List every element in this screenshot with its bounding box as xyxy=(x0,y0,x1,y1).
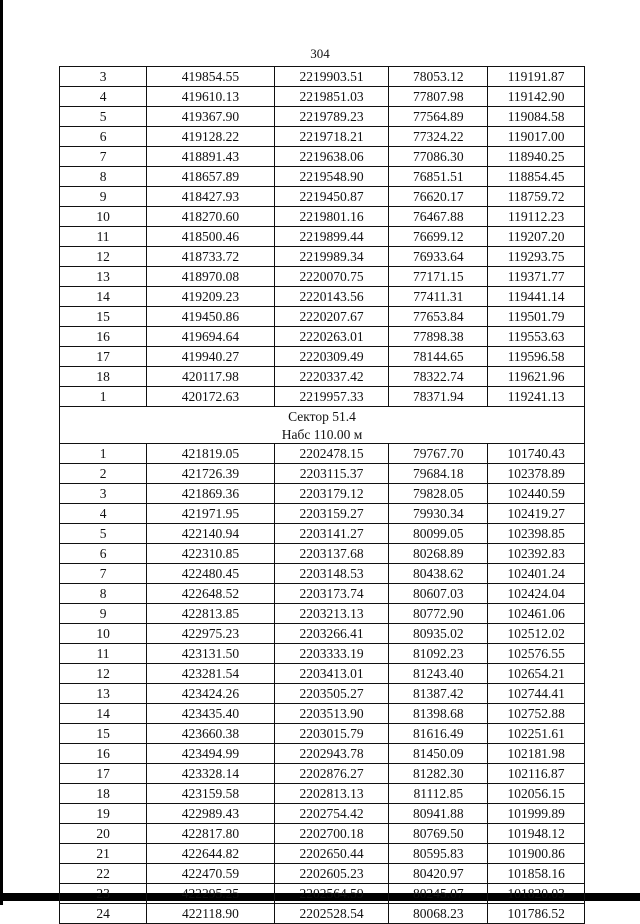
coord-x-cell: 422648.52 xyxy=(147,584,275,604)
coord-x-cell: 421869.36 xyxy=(147,484,275,504)
coord-x-cell: 419450.86 xyxy=(147,307,275,327)
coord-y-cell: 2219638.06 xyxy=(274,147,389,167)
point-number-cell: 3 xyxy=(60,484,147,504)
point-number-cell: 7 xyxy=(60,564,147,584)
point-number-cell: 9 xyxy=(60,187,147,207)
local-y-cell: 119371.77 xyxy=(488,267,585,287)
coord-y-cell: 2203173.74 xyxy=(274,584,389,604)
table-row xyxy=(60,844,585,864)
sector-height-row xyxy=(60,425,585,444)
table-row xyxy=(60,804,585,824)
local-y-cell: 118854.45 xyxy=(488,167,585,187)
coord-y-cell: 2219548.90 xyxy=(274,167,389,187)
local-y-cell: 119017.00 xyxy=(488,127,585,147)
local-y-cell: 102752.88 xyxy=(488,704,585,724)
local-x-cell: 80607.03 xyxy=(389,584,488,604)
coord-x-cell: 423494.99 xyxy=(147,744,275,764)
point-number-cell: 21 xyxy=(60,844,147,864)
local-x-cell: 77807.98 xyxy=(389,87,488,107)
table-row xyxy=(60,187,585,207)
coord-y-cell: 2203159.27 xyxy=(274,504,389,524)
coord-x-cell: 423435.40 xyxy=(147,704,275,724)
local-y-cell: 101786.52 xyxy=(488,904,585,924)
point-number-cell: 1 xyxy=(60,444,147,464)
coord-x-cell: 420172.63 xyxy=(147,387,275,407)
local-y-cell: 102398.85 xyxy=(488,524,585,544)
local-x-cell: 81092.23 xyxy=(389,644,488,664)
local-y-cell: 102181.98 xyxy=(488,744,585,764)
coord-x-cell: 422480.45 xyxy=(147,564,275,584)
local-x-cell: 80769.50 xyxy=(389,824,488,844)
local-x-cell: 79828.05 xyxy=(389,484,488,504)
coord-x-cell: 418657.89 xyxy=(147,167,275,187)
table-row xyxy=(60,207,585,227)
local-x-cell: 78371.94 xyxy=(389,387,488,407)
local-y-cell: 102576.55 xyxy=(488,644,585,664)
point-number-cell: 4 xyxy=(60,504,147,524)
sector-height-label: Набс 110.00 м xyxy=(60,425,585,444)
table-row xyxy=(60,464,585,484)
coord-x-cell: 421726.39 xyxy=(147,464,275,484)
coord-y-cell: 2219789.23 xyxy=(274,107,389,127)
coord-x-cell: 418891.43 xyxy=(147,147,275,167)
local-y-cell: 102461.06 xyxy=(488,604,585,624)
local-x-cell: 80772.90 xyxy=(389,604,488,624)
table-row xyxy=(60,524,585,544)
table-row xyxy=(60,644,585,664)
table-row xyxy=(60,327,585,347)
local-y-cell: 118759.72 xyxy=(488,187,585,207)
sector-title: Сектор 51.4 xyxy=(60,407,585,426)
local-x-cell: 80935.02 xyxy=(389,624,488,644)
coordinates-table-container xyxy=(59,66,585,924)
table-row xyxy=(60,784,585,804)
local-y-cell: 101900.86 xyxy=(488,844,585,864)
local-y-cell: 101740.43 xyxy=(488,444,585,464)
table-row xyxy=(60,367,585,387)
table-row xyxy=(60,67,585,87)
coord-y-cell: 2220309.49 xyxy=(274,347,389,367)
coord-y-cell: 2203015.79 xyxy=(274,724,389,744)
table-row xyxy=(60,87,585,107)
local-x-cell: 77898.38 xyxy=(389,327,488,347)
coord-x-cell: 423328.14 xyxy=(147,764,275,784)
table-row xyxy=(60,764,585,784)
local-x-cell: 78144.65 xyxy=(389,347,488,367)
table-row xyxy=(60,884,585,904)
coord-x-cell: 419367.90 xyxy=(147,107,275,127)
table-row xyxy=(60,724,585,744)
coord-x-cell: 422295.25 xyxy=(147,884,275,904)
local-x-cell: 80268.89 xyxy=(389,544,488,564)
coord-y-cell: 2203148.53 xyxy=(274,564,389,584)
coord-x-cell: 422310.85 xyxy=(147,544,275,564)
local-x-cell: 81450.09 xyxy=(389,744,488,764)
local-x-cell: 77564.89 xyxy=(389,107,488,127)
point-number-cell: 17 xyxy=(60,347,147,367)
coord-y-cell: 2202943.78 xyxy=(274,744,389,764)
coord-y-cell: 2203266.41 xyxy=(274,624,389,644)
point-number-cell: 14 xyxy=(60,704,147,724)
table-row xyxy=(60,744,585,764)
coord-y-cell: 2202813.13 xyxy=(274,784,389,804)
point-number-cell: 14 xyxy=(60,287,147,307)
point-number-cell: 15 xyxy=(60,307,147,327)
local-x-cell: 81243.40 xyxy=(389,664,488,684)
local-x-cell: 79767.70 xyxy=(389,444,488,464)
coord-x-cell: 423159.58 xyxy=(147,784,275,804)
coord-y-cell: 2219801.16 xyxy=(274,207,389,227)
coord-y-cell: 2220337.42 xyxy=(274,367,389,387)
local-x-cell: 81282.30 xyxy=(389,764,488,784)
local-y-cell: 101820.03 xyxy=(488,884,585,904)
local-y-cell: 102419.27 xyxy=(488,504,585,524)
local-x-cell: 77171.15 xyxy=(389,267,488,287)
coord-x-cell: 419854.55 xyxy=(147,67,275,87)
point-number-cell: 5 xyxy=(60,524,147,544)
point-number-cell: 4 xyxy=(60,87,147,107)
local-x-cell: 81387.42 xyxy=(389,684,488,704)
local-y-cell: 102424.04 xyxy=(488,584,585,604)
coord-y-cell: 2220207.67 xyxy=(274,307,389,327)
local-y-cell: 102654.21 xyxy=(488,664,585,684)
coord-x-cell: 421819.05 xyxy=(147,444,275,464)
point-number-cell: 23 xyxy=(60,884,147,904)
point-number-cell: 13 xyxy=(60,267,147,287)
point-number-cell: 5 xyxy=(60,107,147,127)
local-x-cell: 76699.12 xyxy=(389,227,488,247)
local-y-cell: 119441.14 xyxy=(488,287,585,307)
table-row xyxy=(60,604,585,624)
coord-y-cell: 2203115.37 xyxy=(274,464,389,484)
local-x-cell: 77324.22 xyxy=(389,127,488,147)
local-x-cell: 77653.84 xyxy=(389,307,488,327)
coord-y-cell: 2203137.68 xyxy=(274,544,389,564)
local-x-cell: 80941.88 xyxy=(389,804,488,824)
table-row xyxy=(60,167,585,187)
point-number-cell: 18 xyxy=(60,784,147,804)
local-y-cell: 101858.16 xyxy=(488,864,585,884)
coord-x-cell: 421971.95 xyxy=(147,504,275,524)
coord-y-cell: 2219450.87 xyxy=(274,187,389,207)
local-y-cell: 102116.87 xyxy=(488,764,585,784)
table-row xyxy=(60,684,585,704)
table-row xyxy=(60,504,585,524)
point-number-cell: 8 xyxy=(60,167,147,187)
coord-y-cell: 2202478.15 xyxy=(274,444,389,464)
point-number-cell: 19 xyxy=(60,804,147,824)
local-y-cell: 119142.90 xyxy=(488,87,585,107)
coord-x-cell: 419940.27 xyxy=(147,347,275,367)
table-row xyxy=(60,227,585,247)
table-row xyxy=(60,664,585,684)
table-row xyxy=(60,127,585,147)
local-y-cell: 119553.63 xyxy=(488,327,585,347)
coord-x-cell: 423281.54 xyxy=(147,664,275,684)
point-number-cell: 20 xyxy=(60,824,147,844)
local-x-cell: 80420.97 xyxy=(389,864,488,884)
local-y-cell: 102512.02 xyxy=(488,624,585,644)
coord-y-cell: 2202876.27 xyxy=(274,764,389,784)
local-y-cell: 119112.23 xyxy=(488,207,585,227)
coord-x-cell: 422989.43 xyxy=(147,804,275,824)
coord-x-cell: 418970.08 xyxy=(147,267,275,287)
coord-y-cell: 2202564.59 xyxy=(274,884,389,904)
local-y-cell: 102056.15 xyxy=(488,784,585,804)
coord-x-cell: 422470.59 xyxy=(147,864,275,884)
coordinates-table xyxy=(59,66,585,924)
point-number-cell: 15 xyxy=(60,724,147,744)
point-number-cell: 16 xyxy=(60,327,147,347)
table-row xyxy=(60,904,585,924)
page-number: 304 xyxy=(310,46,330,61)
local-x-cell: 76467.88 xyxy=(389,207,488,227)
table-row xyxy=(60,484,585,504)
local-x-cell: 77411.31 xyxy=(389,287,488,307)
coord-y-cell: 2219957.33 xyxy=(274,387,389,407)
coord-x-cell: 423131.50 xyxy=(147,644,275,664)
coord-x-cell: 419209.23 xyxy=(147,287,275,307)
local-y-cell: 119596.58 xyxy=(488,347,585,367)
coord-y-cell: 2203213.13 xyxy=(274,604,389,624)
coord-x-cell: 418500.46 xyxy=(147,227,275,247)
table-row xyxy=(60,247,585,267)
point-number-cell: 10 xyxy=(60,207,147,227)
coord-x-cell: 418427.93 xyxy=(147,187,275,207)
local-x-cell: 79930.34 xyxy=(389,504,488,524)
coord-y-cell: 2220263.01 xyxy=(274,327,389,347)
table-row xyxy=(60,287,585,307)
point-number-cell: 8 xyxy=(60,584,147,604)
table-row xyxy=(60,624,585,644)
coord-y-cell: 2219899.44 xyxy=(274,227,389,247)
table-row xyxy=(60,704,585,724)
sector-title-row xyxy=(60,407,585,426)
local-y-cell: 102378.89 xyxy=(488,464,585,484)
point-number-cell: 2 xyxy=(60,464,147,484)
local-y-cell: 101999.89 xyxy=(488,804,585,824)
point-number-cell: 24 xyxy=(60,904,147,924)
local-y-cell: 102392.83 xyxy=(488,544,585,564)
point-number-cell: 18 xyxy=(60,367,147,387)
coord-x-cell: 422140.94 xyxy=(147,524,275,544)
table-row xyxy=(60,347,585,367)
local-y-cell: 118940.25 xyxy=(488,147,585,167)
local-x-cell: 81112.85 xyxy=(389,784,488,804)
point-number-cell: 7 xyxy=(60,147,147,167)
coord-x-cell: 418733.72 xyxy=(147,247,275,267)
point-number-cell: 17 xyxy=(60,764,147,784)
scan-left-border xyxy=(0,0,3,905)
coord-y-cell: 2202650.44 xyxy=(274,844,389,864)
coord-x-cell: 419610.13 xyxy=(147,87,275,107)
local-x-cell: 78053.12 xyxy=(389,67,488,87)
coord-y-cell: 2202754.42 xyxy=(274,804,389,824)
table-row xyxy=(60,107,585,127)
coord-y-cell: 2202700.18 xyxy=(274,824,389,844)
point-number-cell: 12 xyxy=(60,664,147,684)
local-y-cell: 102401.24 xyxy=(488,564,585,584)
table-row xyxy=(60,387,585,407)
coord-y-cell: 2203505.27 xyxy=(274,684,389,704)
coord-x-cell: 422118.90 xyxy=(147,904,275,924)
coord-y-cell: 2203179.12 xyxy=(274,484,389,504)
coord-y-cell: 2203333.19 xyxy=(274,644,389,664)
point-number-cell: 3 xyxy=(60,67,147,87)
coord-y-cell: 2203141.27 xyxy=(274,524,389,544)
local-y-cell: 119241.13 xyxy=(488,387,585,407)
coord-x-cell: 422644.82 xyxy=(147,844,275,864)
coord-y-cell: 2219903.51 xyxy=(274,67,389,87)
local-y-cell: 119191.87 xyxy=(488,67,585,87)
local-y-cell: 119293.75 xyxy=(488,247,585,267)
coord-y-cell: 2203513.90 xyxy=(274,704,389,724)
local-x-cell: 80068.23 xyxy=(389,904,488,924)
local-x-cell: 81616.49 xyxy=(389,724,488,744)
local-y-cell: 119501.79 xyxy=(488,307,585,327)
table-row xyxy=(60,564,585,584)
point-number-cell: 22 xyxy=(60,864,147,884)
table-row xyxy=(60,584,585,604)
local-y-cell: 102251.61 xyxy=(488,724,585,744)
table-row xyxy=(60,267,585,287)
point-number-cell: 1 xyxy=(60,387,147,407)
coord-y-cell: 2219989.34 xyxy=(274,247,389,267)
coord-x-cell: 420117.98 xyxy=(147,367,275,387)
point-number-cell: 6 xyxy=(60,127,147,147)
local-x-cell: 81398.68 xyxy=(389,704,488,724)
sector-header xyxy=(60,407,585,444)
table-row xyxy=(60,307,585,327)
table-row xyxy=(60,864,585,884)
local-x-cell: 80245.07 xyxy=(389,884,488,904)
group1-body xyxy=(60,67,585,407)
local-x-cell: 77086.30 xyxy=(389,147,488,167)
local-x-cell: 76851.51 xyxy=(389,167,488,187)
coord-y-cell: 2220070.75 xyxy=(274,267,389,287)
local-x-cell: 80595.83 xyxy=(389,844,488,864)
table-row xyxy=(60,824,585,844)
coord-y-cell: 2202605.23 xyxy=(274,864,389,884)
local-x-cell: 80099.05 xyxy=(389,524,488,544)
coord-y-cell: 2203413.01 xyxy=(274,664,389,684)
coord-x-cell: 423424.26 xyxy=(147,684,275,704)
coord-y-cell: 2202528.54 xyxy=(274,904,389,924)
local-y-cell: 119621.96 xyxy=(488,367,585,387)
local-x-cell: 80438.62 xyxy=(389,564,488,584)
coord-y-cell: 2220143.56 xyxy=(274,287,389,307)
coord-x-cell: 422817.80 xyxy=(147,824,275,844)
coord-x-cell: 422975.23 xyxy=(147,624,275,644)
local-x-cell: 78322.74 xyxy=(389,367,488,387)
point-number-cell: 11 xyxy=(60,644,147,664)
coord-y-cell: 2219718.21 xyxy=(274,127,389,147)
point-number-cell: 13 xyxy=(60,684,147,704)
local-y-cell: 102744.41 xyxy=(488,684,585,704)
coord-x-cell: 419128.22 xyxy=(147,127,275,147)
table-row xyxy=(60,544,585,564)
local-x-cell: 76933.64 xyxy=(389,247,488,267)
coord-x-cell: 422813.85 xyxy=(147,604,275,624)
coord-x-cell: 423660.38 xyxy=(147,724,275,744)
coord-x-cell: 418270.60 xyxy=(147,207,275,227)
point-number-cell: 12 xyxy=(60,247,147,267)
coord-x-cell: 419694.64 xyxy=(147,327,275,347)
local-x-cell: 79684.18 xyxy=(389,464,488,484)
table-row xyxy=(60,444,585,464)
local-y-cell: 119207.20 xyxy=(488,227,585,247)
local-y-cell: 119084.58 xyxy=(488,107,585,127)
point-number-cell: 6 xyxy=(60,544,147,564)
point-number-cell: 16 xyxy=(60,744,147,764)
point-number-cell: 11 xyxy=(60,227,147,247)
local-x-cell: 76620.17 xyxy=(389,187,488,207)
table-row xyxy=(60,147,585,167)
local-y-cell: 102440.59 xyxy=(488,484,585,504)
coord-y-cell: 2219851.03 xyxy=(274,87,389,107)
point-number-cell: 10 xyxy=(60,624,147,644)
point-number-cell: 9 xyxy=(60,604,147,624)
local-y-cell: 101948.12 xyxy=(488,824,585,844)
group2-body xyxy=(60,444,585,924)
